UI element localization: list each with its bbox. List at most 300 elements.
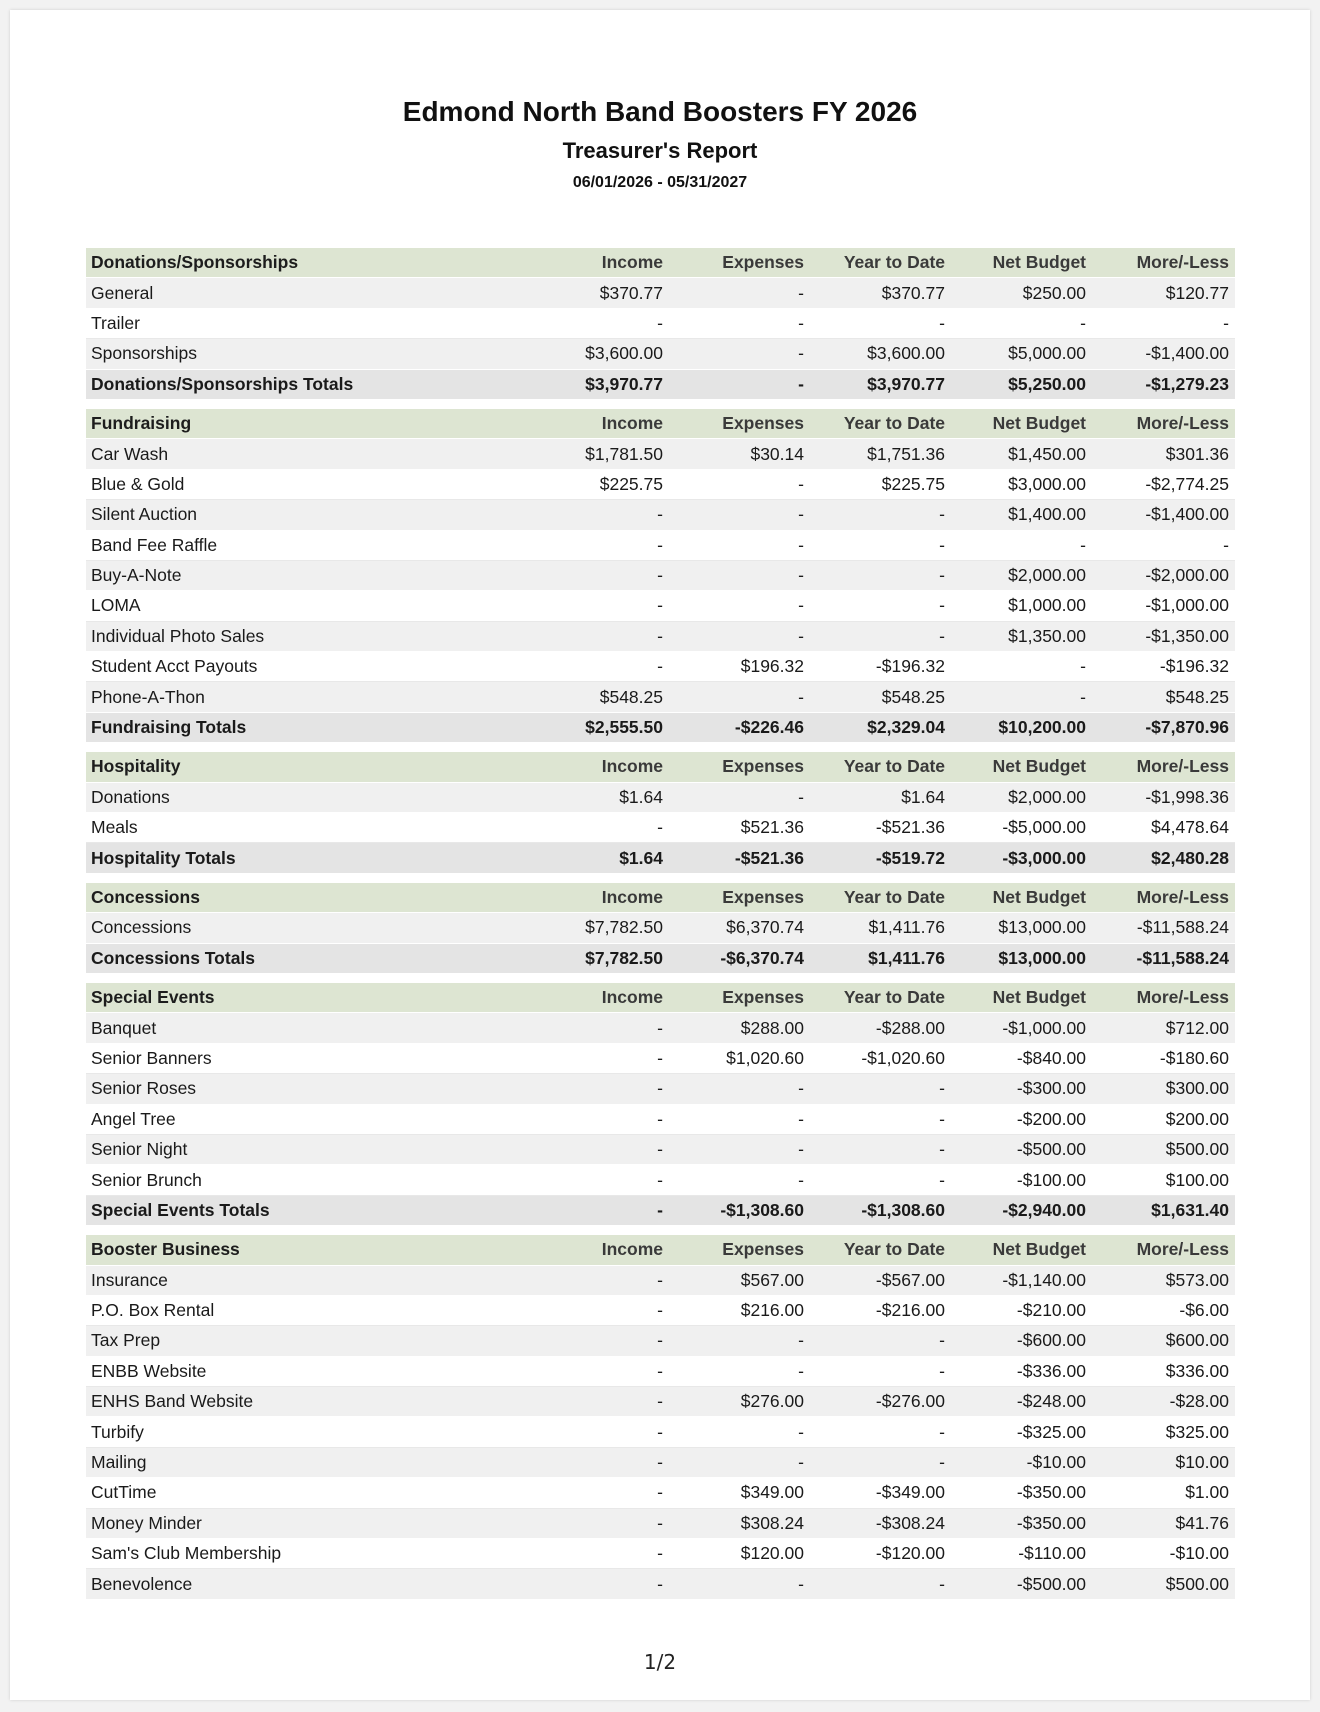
row-label: Individual Photo Sales	[91, 625, 265, 646]
cell-income: -	[657, 1139, 663, 1160]
total-more-less: -$11,588.24	[1136, 947, 1229, 968]
column-header-net-budget: Net Budget	[992, 413, 1086, 434]
column-header-net-budget: Net Budget	[992, 987, 1086, 1008]
cell-income: -	[657, 1482, 663, 1503]
report-section	[86, 409, 1235, 743]
cell-more-less: $548.25	[1165, 686, 1229, 707]
column-header-year-to-date: Year to Date	[843, 252, 945, 273]
cell-net-budget: -	[1080, 534, 1086, 555]
cell-net-budget: -$100.00	[1016, 1169, 1086, 1190]
column-header-income: Income	[601, 413, 663, 434]
cell-income: $1.64	[619, 786, 663, 807]
cell-net-budget: -$840.00	[1016, 1047, 1086, 1068]
table-row	[86, 783, 1235, 813]
cell-year-to-date: -$120.00	[875, 1543, 945, 1564]
cell-year-to-date: -$288.00	[875, 1017, 945, 1038]
table-row	[86, 1013, 1235, 1043]
cell-expenses: $30.14	[750, 443, 804, 464]
cell-more-less: -$6.00	[1179, 1300, 1229, 1321]
cell-year-to-date: -	[939, 595, 945, 616]
total-income: $2,555.50	[585, 717, 663, 738]
total-label: Donations/Sponsorships Totals	[91, 373, 354, 394]
cell-year-to-date: $1,411.76	[868, 917, 945, 938]
report-section	[86, 1235, 1235, 1600]
cell-expenses: -	[798, 625, 804, 646]
cell-more-less: -$28.00	[1169, 1391, 1229, 1412]
cell-net-budget: -	[1080, 656, 1086, 677]
total-income: $1.64	[619, 847, 663, 868]
total-expenses: -$521.36	[734, 847, 804, 868]
cell-expenses: $276.00	[740, 1391, 804, 1412]
cell-net-budget: -	[1080, 312, 1086, 333]
section-total-row	[86, 713, 1235, 743]
cell-expenses: -	[798, 504, 804, 525]
cell-net-budget: -$600.00	[1016, 1330, 1086, 1351]
section-header-row	[86, 883, 1235, 913]
row-label: ENHS Band Website	[91, 1391, 254, 1412]
cell-expenses: -	[798, 534, 804, 555]
column-header-expenses: Expenses	[722, 1239, 804, 1260]
cell-expenses: -	[798, 1360, 804, 1381]
total-year-to-date: $2,329.04	[867, 717, 945, 738]
column-header-more-less: More/-Less	[1136, 887, 1229, 907]
cell-expenses: $120.00	[740, 1543, 804, 1564]
cell-year-to-date: $225.75	[881, 473, 945, 494]
cell-more-less: $300.00	[1165, 1078, 1229, 1099]
column-header-more-less: More/-Less	[1136, 1239, 1229, 1260]
section-total-row	[86, 1196, 1235, 1226]
column-header-more-less: More/-Less	[1136, 413, 1229, 434]
table-row	[86, 339, 1235, 369]
report-section	[86, 248, 1235, 400]
row-label: General	[91, 282, 154, 303]
cell-expenses: -	[798, 473, 804, 494]
cell-expenses: $196.32	[740, 656, 804, 677]
cell-more-less: -$1,400.00	[1145, 343, 1229, 364]
cell-year-to-date: $1,751.36	[867, 443, 945, 464]
cell-expenses: -	[798, 786, 804, 807]
cell-income: -	[657, 1300, 663, 1321]
cell-net-budget: -$350.00	[1016, 1482, 1086, 1503]
cell-net-budget: -$200.00	[1016, 1108, 1086, 1129]
cell-expenses: -	[798, 1452, 804, 1473]
table-row	[86, 1165, 1235, 1195]
cell-income: -	[657, 1512, 663, 1533]
table-row	[86, 1417, 1235, 1447]
cell-more-less: -	[1223, 534, 1229, 555]
table-row	[86, 278, 1235, 308]
total-year-to-date: $3,970.77	[867, 373, 945, 394]
cell-income: -	[657, 1078, 663, 1099]
row-label: Trailer	[91, 312, 140, 333]
column-header-more-less: More/-Less	[1136, 756, 1229, 777]
column-header-income: Income	[601, 987, 663, 1008]
column-header-income: Income	[601, 756, 663, 777]
cell-income: -	[657, 1269, 663, 1290]
cell-net-budget: $1,400.00	[1008, 504, 1086, 525]
row-label: Senior Brunch	[91, 1169, 202, 1190]
section-title: Concessions	[91, 887, 200, 907]
cell-more-less: $41.76	[1175, 1512, 1229, 1533]
total-net-budget: $13,000.00	[998, 947, 1086, 968]
cell-income: -	[657, 1360, 663, 1381]
table-row	[86, 1044, 1235, 1074]
cell-expenses: $6,370.74	[726, 917, 804, 938]
cell-expenses: $521.36	[740, 817, 804, 838]
cell-expenses: -	[798, 686, 804, 707]
cell-income: -	[657, 1452, 663, 1473]
cell-more-less: $301.36	[1165, 443, 1229, 464]
section-title: Hospitality	[91, 756, 181, 777]
table-row	[86, 309, 1235, 339]
cell-expenses: -	[798, 1330, 804, 1351]
cell-year-to-date: -$216.00	[875, 1300, 945, 1321]
row-label: Silent Auction	[91, 504, 198, 525]
cell-expenses: -	[798, 1108, 804, 1129]
row-label: Mailing	[91, 1452, 147, 1473]
cell-expenses: $567.00	[740, 1269, 804, 1290]
cell-net-budget: -$500.00	[1016, 1573, 1086, 1594]
report-title: Edmond North Band Boosters FY 2026	[402, 96, 918, 127]
table-row	[86, 622, 1235, 652]
column-header-year-to-date: Year to Date	[843, 987, 945, 1008]
cell-net-budget: -$1,140.00	[1002, 1269, 1086, 1290]
row-label: Tax Prep	[91, 1330, 161, 1351]
total-year-to-date: -$1,308.60	[861, 1199, 945, 1220]
cell-year-to-date: $548.25	[881, 686, 945, 707]
total-expenses: -$1,308.60	[720, 1199, 804, 1220]
row-label: Senior Night	[91, 1139, 188, 1160]
column-header-income: Income	[601, 1239, 663, 1260]
table-row	[86, 1266, 1235, 1296]
cell-expenses: -	[798, 1573, 804, 1594]
cell-year-to-date: -	[939, 1169, 945, 1190]
cell-year-to-date: $370.77	[881, 282, 945, 303]
row-label: Turbify	[91, 1421, 144, 1442]
report-table	[86, 248, 1235, 1609]
cell-net-budget: -$10.00	[1026, 1452, 1086, 1473]
cell-more-less: -$11,588.24	[1136, 917, 1229, 938]
total-net-budget: -$2,940.00	[1002, 1199, 1086, 1220]
table-row	[86, 591, 1235, 621]
total-label: Hospitality Totals	[91, 847, 236, 868]
row-label: ENBB Website	[91, 1360, 207, 1381]
cell-expenses: -	[798, 343, 804, 364]
cell-income: -	[657, 1330, 663, 1351]
row-label: P.O. Box Rental	[91, 1300, 215, 1321]
report-section	[86, 983, 1235, 1226]
table-row	[86, 1074, 1235, 1104]
cell-net-budget: $13,000.00	[998, 917, 1086, 938]
cell-net-budget: $1,000.00	[1008, 595, 1086, 616]
cell-more-less: $712.00	[1165, 1017, 1229, 1038]
cell-year-to-date: -	[939, 312, 945, 333]
cell-income: -	[657, 817, 663, 838]
table-row	[86, 652, 1235, 682]
row-label: LOMA	[91, 595, 141, 616]
cell-more-less: $336.00	[1165, 1360, 1229, 1381]
cell-expenses: $349.00	[740, 1482, 804, 1503]
cell-year-to-date: -	[939, 1573, 945, 1594]
cell-income: -	[657, 625, 663, 646]
table-row	[86, 682, 1235, 712]
cell-year-to-date: $3,600.00	[867, 343, 945, 364]
total-year-to-date: $1,411.76	[868, 947, 945, 968]
total-label: Fundraising Totals	[91, 717, 247, 738]
cell-year-to-date: -$567.00	[875, 1269, 945, 1290]
cell-expenses: -	[798, 1421, 804, 1442]
table-row	[86, 1387, 1235, 1417]
total-more-less: $2,480.28	[1151, 847, 1229, 868]
table-row	[86, 1569, 1235, 1599]
column-header-income: Income	[601, 252, 663, 273]
column-header-net-budget: Net Budget	[992, 756, 1086, 777]
cell-year-to-date: -	[939, 1139, 945, 1160]
section-title: Donations/Sponsorships	[91, 252, 299, 273]
section-total-row	[86, 370, 1235, 400]
report-subtitle: Treasurer's Report	[562, 138, 758, 163]
row-label: Phone-A-Thon	[91, 686, 205, 707]
table-row	[86, 913, 1235, 943]
cell-income: -	[657, 595, 663, 616]
cell-income: -	[657, 1391, 663, 1412]
cell-year-to-date: -	[939, 534, 945, 555]
column-header-year-to-date: Year to Date	[843, 887, 945, 907]
cell-year-to-date: -	[939, 1452, 945, 1473]
cell-income: -	[657, 1421, 663, 1442]
cell-more-less: $4,478.64	[1151, 817, 1229, 838]
row-label: Money Minder	[91, 1512, 202, 1533]
table-row	[86, 1539, 1235, 1569]
section-header-row	[86, 248, 1235, 278]
cell-expenses: -	[798, 1169, 804, 1190]
total-more-less: -$7,870.96	[1145, 717, 1229, 738]
cell-year-to-date: -	[939, 1360, 945, 1381]
report-page	[10, 10, 1310, 1700]
section-total-row	[86, 944, 1235, 974]
row-label: Sponsorships	[91, 343, 198, 364]
cell-income: $548.25	[599, 686, 663, 707]
total-more-less: $1,631.40	[1151, 1199, 1229, 1220]
column-header-more-less: More/-Less	[1136, 987, 1229, 1008]
column-header-expenses: Expenses	[722, 756, 804, 777]
cell-income: -	[657, 312, 663, 333]
table-row	[86, 1448, 1235, 1478]
row-label: Benevolence	[91, 1573, 193, 1594]
cell-year-to-date: -$196.32	[875, 656, 945, 677]
column-header-income: Income	[601, 887, 663, 907]
table-row	[86, 1135, 1235, 1165]
cell-income: -	[657, 565, 663, 586]
cell-more-less: $600.00	[1165, 1330, 1229, 1351]
cell-income: -	[657, 1108, 663, 1129]
cell-year-to-date: -$308.24	[875, 1512, 945, 1533]
section-header-row	[86, 752, 1235, 782]
cell-more-less: -$1,350.00	[1145, 625, 1229, 646]
row-label: Banquet	[91, 1017, 157, 1038]
cell-more-less: -$2,774.25	[1145, 473, 1229, 494]
total-income: $7,782.50	[585, 947, 663, 968]
cell-income: -	[657, 534, 663, 555]
total-label: Concessions Totals	[91, 947, 256, 968]
total-income: -	[657, 1199, 663, 1220]
column-header-net-budget: Net Budget	[992, 252, 1086, 273]
cell-expenses: $308.24	[740, 1512, 804, 1533]
cell-income: $7,782.50	[585, 917, 663, 938]
cell-income: -	[657, 1047, 663, 1068]
row-label: Meals	[91, 817, 138, 838]
cell-expenses: $288.00	[740, 1017, 804, 1038]
cell-expenses: -	[798, 595, 804, 616]
cell-expenses: $1,020.60	[726, 1047, 804, 1068]
section-title: Booster Business	[91, 1239, 240, 1260]
cell-net-budget: -$1,000.00	[1002, 1017, 1086, 1038]
table-row	[86, 1478, 1235, 1508]
cell-net-budget: -$248.00	[1016, 1391, 1086, 1412]
cell-income: -	[657, 1573, 663, 1594]
cell-year-to-date: -	[939, 1330, 945, 1351]
cell-income: $1,781.50	[585, 443, 663, 464]
cell-expenses: -	[798, 1139, 804, 1160]
cell-year-to-date: -	[939, 625, 945, 646]
cell-net-budget: -$350.00	[1016, 1512, 1086, 1533]
cell-income: -	[657, 1017, 663, 1038]
report-section	[86, 752, 1235, 874]
row-label: Car Wash	[91, 443, 169, 464]
cell-year-to-date: -	[939, 1108, 945, 1129]
cell-year-to-date: -	[939, 1421, 945, 1442]
table-row	[86, 531, 1235, 561]
report-section	[86, 883, 1235, 974]
cell-year-to-date: -	[939, 565, 945, 586]
row-label: Band Fee Raffle	[91, 534, 218, 555]
cell-net-budget: -$300.00	[1016, 1078, 1086, 1099]
cell-expenses: -	[798, 312, 804, 333]
column-header-net-budget: Net Budget	[992, 887, 1086, 907]
cell-year-to-date: -$521.36	[875, 817, 945, 838]
cell-net-budget: -$110.00	[1018, 1543, 1086, 1564]
cell-more-less: -$180.60	[1159, 1047, 1229, 1068]
column-header-expenses: Expenses	[722, 887, 804, 907]
row-label: Concessions	[91, 917, 192, 938]
report-date-range: 06/01/2026 - 05/31/2027	[572, 174, 748, 191]
row-label: Student Acct Payouts	[91, 656, 258, 677]
column-header-expenses: Expenses	[722, 252, 804, 273]
total-income: $3,970.77	[585, 373, 663, 394]
cell-net-budget: -	[1080, 686, 1086, 707]
cell-net-budget: -$210.00	[1016, 1300, 1086, 1321]
cell-expenses: -	[798, 282, 804, 303]
cell-more-less: -$10.00	[1169, 1543, 1229, 1564]
column-header-expenses: Expenses	[722, 987, 804, 1008]
table-row	[86, 813, 1235, 843]
cell-expenses: -	[798, 565, 804, 586]
cell-more-less: -$1,998.36	[1145, 786, 1229, 807]
table-row	[86, 1105, 1235, 1135]
cell-year-to-date: -$349.00	[875, 1482, 945, 1503]
cell-more-less: $325.00	[1165, 1421, 1229, 1442]
column-header-net-budget: Net Budget	[992, 1239, 1086, 1260]
row-label: Senior Roses	[91, 1078, 197, 1099]
cell-more-less: -$1,400.00	[1145, 504, 1229, 525]
cell-net-budget: -$325.00	[1016, 1421, 1086, 1442]
cell-year-to-date: $1.64	[901, 786, 945, 807]
total-label: Special Events Totals	[91, 1199, 270, 1220]
cell-more-less: -$2,000.00	[1145, 565, 1229, 586]
total-year-to-date: -$519.72	[875, 847, 945, 868]
table-row	[86, 500, 1235, 530]
cell-income: $370.77	[599, 282, 663, 303]
cell-net-budget: $250.00	[1022, 282, 1086, 303]
section-header-row	[86, 983, 1235, 1013]
cell-net-budget: $3,000.00	[1008, 473, 1086, 494]
cell-net-budget: -$500.00	[1016, 1139, 1086, 1160]
total-net-budget: $5,250.00	[1008, 373, 1086, 394]
cell-more-less: $200.00	[1165, 1108, 1229, 1129]
cell-income: -	[657, 1543, 663, 1564]
cell-income: -	[657, 1169, 663, 1190]
page-number: 1/2	[643, 1650, 677, 1674]
column-header-expenses: Expenses	[722, 413, 804, 434]
cell-net-budget: -$336.00	[1016, 1360, 1086, 1381]
cell-income: $225.75	[599, 473, 663, 494]
column-header-year-to-date: Year to Date	[843, 413, 945, 434]
row-label: Senior Banners	[91, 1047, 212, 1068]
total-more-less: -$1,279.23	[1145, 373, 1229, 394]
cell-net-budget: $1,350.00	[1008, 625, 1086, 646]
table-row	[86, 470, 1235, 500]
cell-expenses: -	[798, 1078, 804, 1099]
cell-more-less: $1.00	[1185, 1482, 1229, 1503]
cell-more-less: $573.00	[1165, 1269, 1229, 1290]
row-label: Insurance	[91, 1269, 168, 1290]
cell-net-budget: $2,000.00	[1008, 786, 1086, 807]
cell-more-less: -$1,000.00	[1145, 595, 1229, 616]
cell-more-less: $500.00	[1165, 1139, 1229, 1160]
total-expenses: -$6,370.74	[720, 947, 804, 968]
cell-year-to-date: -$276.00	[875, 1391, 945, 1412]
row-label: Blue & Gold	[91, 473, 185, 494]
section-title: Special Events	[91, 987, 215, 1008]
section-title: Fundraising	[91, 413, 192, 434]
cell-more-less: $500.00	[1165, 1573, 1229, 1594]
total-expenses: -$226.46	[734, 717, 804, 738]
column-header-year-to-date: Year to Date	[843, 1239, 945, 1260]
cell-net-budget: $2,000.00	[1008, 565, 1086, 586]
table-row	[86, 1357, 1235, 1387]
cell-more-less: -$196.32	[1159, 656, 1229, 677]
row-label: CutTime	[91, 1482, 157, 1503]
cell-income: -	[657, 656, 663, 677]
table-row	[86, 1296, 1235, 1326]
cell-net-budget: $1,450.00	[1008, 443, 1086, 464]
total-expenses: -	[798, 373, 804, 394]
cell-net-budget: -$5,000.00	[1002, 817, 1086, 838]
cell-expenses: $216.00	[740, 1300, 804, 1321]
cell-year-to-date: -	[939, 1078, 945, 1099]
cell-year-to-date: -$1,020.60	[861, 1047, 945, 1068]
cell-more-less: $120.77	[1165, 282, 1229, 303]
table-row	[86, 1509, 1235, 1539]
total-net-budget: $10,200.00	[998, 717, 1086, 738]
row-label: Donations	[91, 786, 170, 807]
section-total-row	[86, 843, 1235, 873]
cell-income: $3,600.00	[585, 343, 663, 364]
cell-more-less: $100.00	[1165, 1169, 1229, 1190]
cell-year-to-date: -	[939, 504, 945, 525]
table-row	[86, 561, 1235, 591]
column-header-more-less: More/-Less	[1136, 252, 1229, 273]
